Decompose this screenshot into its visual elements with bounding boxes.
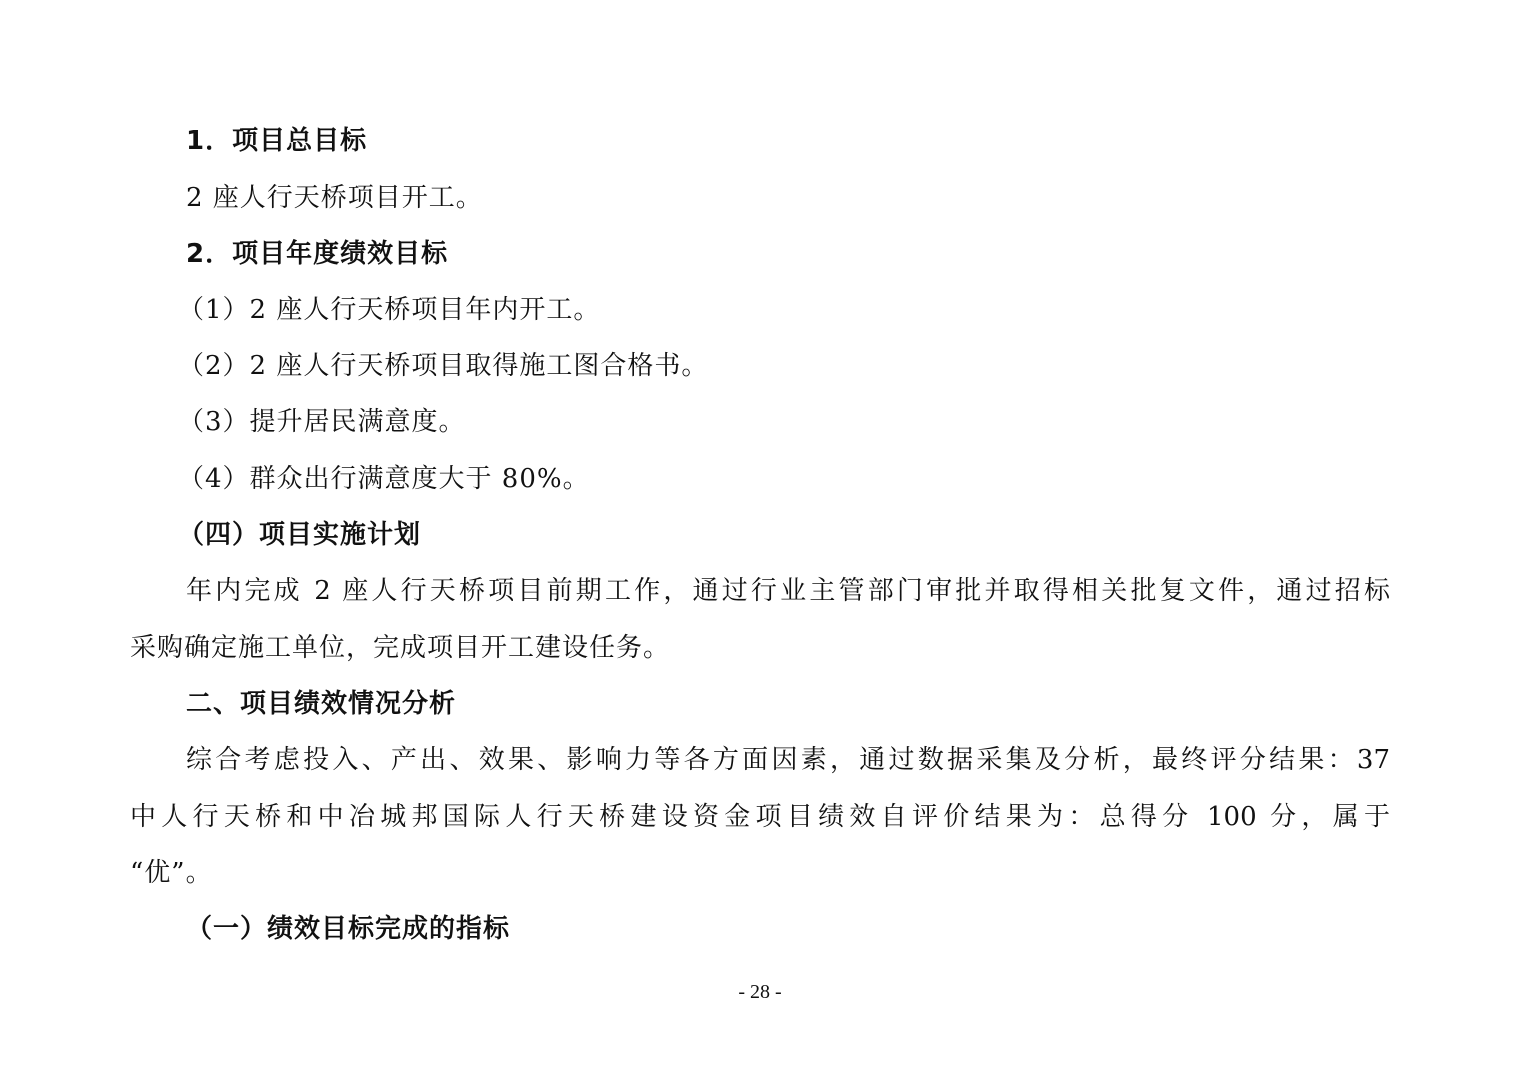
heading-annual-goal: 2．项目年度绩效目标 — [186, 239, 449, 269]
heading-indicators: （一）绩效目标完成的指标 — [186, 914, 511, 944]
annual-goal-item-4: （4）群众出行满意度大于 80%。 — [178, 464, 590, 494]
analysis-paragraph-line-3: “优”。 — [130, 858, 213, 888]
page-number: - 28 - — [738, 981, 782, 1003]
heading-total-goal: 1．项目总目标 — [186, 126, 368, 156]
annual-goal-item-3: （3）提升居民满意度。 — [178, 407, 466, 437]
analysis-paragraph-line-1: 综合考虑投入、产出、效果、影响力等各方面因素，通过数据采集及分析，最终评分结果：37 — [186, 745, 1390, 775]
analysis-paragraph-line-2: 中人行天桥和中冶城邦国际人行天桥建设资金项目绩效自评价结果为：总得分 100 分，属于 — [130, 802, 1390, 832]
plan-paragraph-line-2: 采购确定施工单位，完成项目开工建设任务。 — [130, 633, 671, 663]
plan-paragraph-line-1: 年内完成 2 座人行天桥项目前期工作，通过行业主管部门审批并取得相关批复文件，通过招标 — [186, 576, 1390, 606]
total-goal-text: 2 座人行天桥项目开工。 — [186, 183, 483, 213]
annual-goal-item-2: （2）2 座人行天桥项目取得施工图合格书。 — [178, 351, 709, 381]
heading-analysis: 二、项目绩效情况分析 — [186, 689, 457, 719]
annual-goal-item-1: （1）2 座人行天桥项目年内开工。 — [178, 295, 601, 325]
heading-plan: （四）项目实施计划 — [178, 520, 422, 550]
